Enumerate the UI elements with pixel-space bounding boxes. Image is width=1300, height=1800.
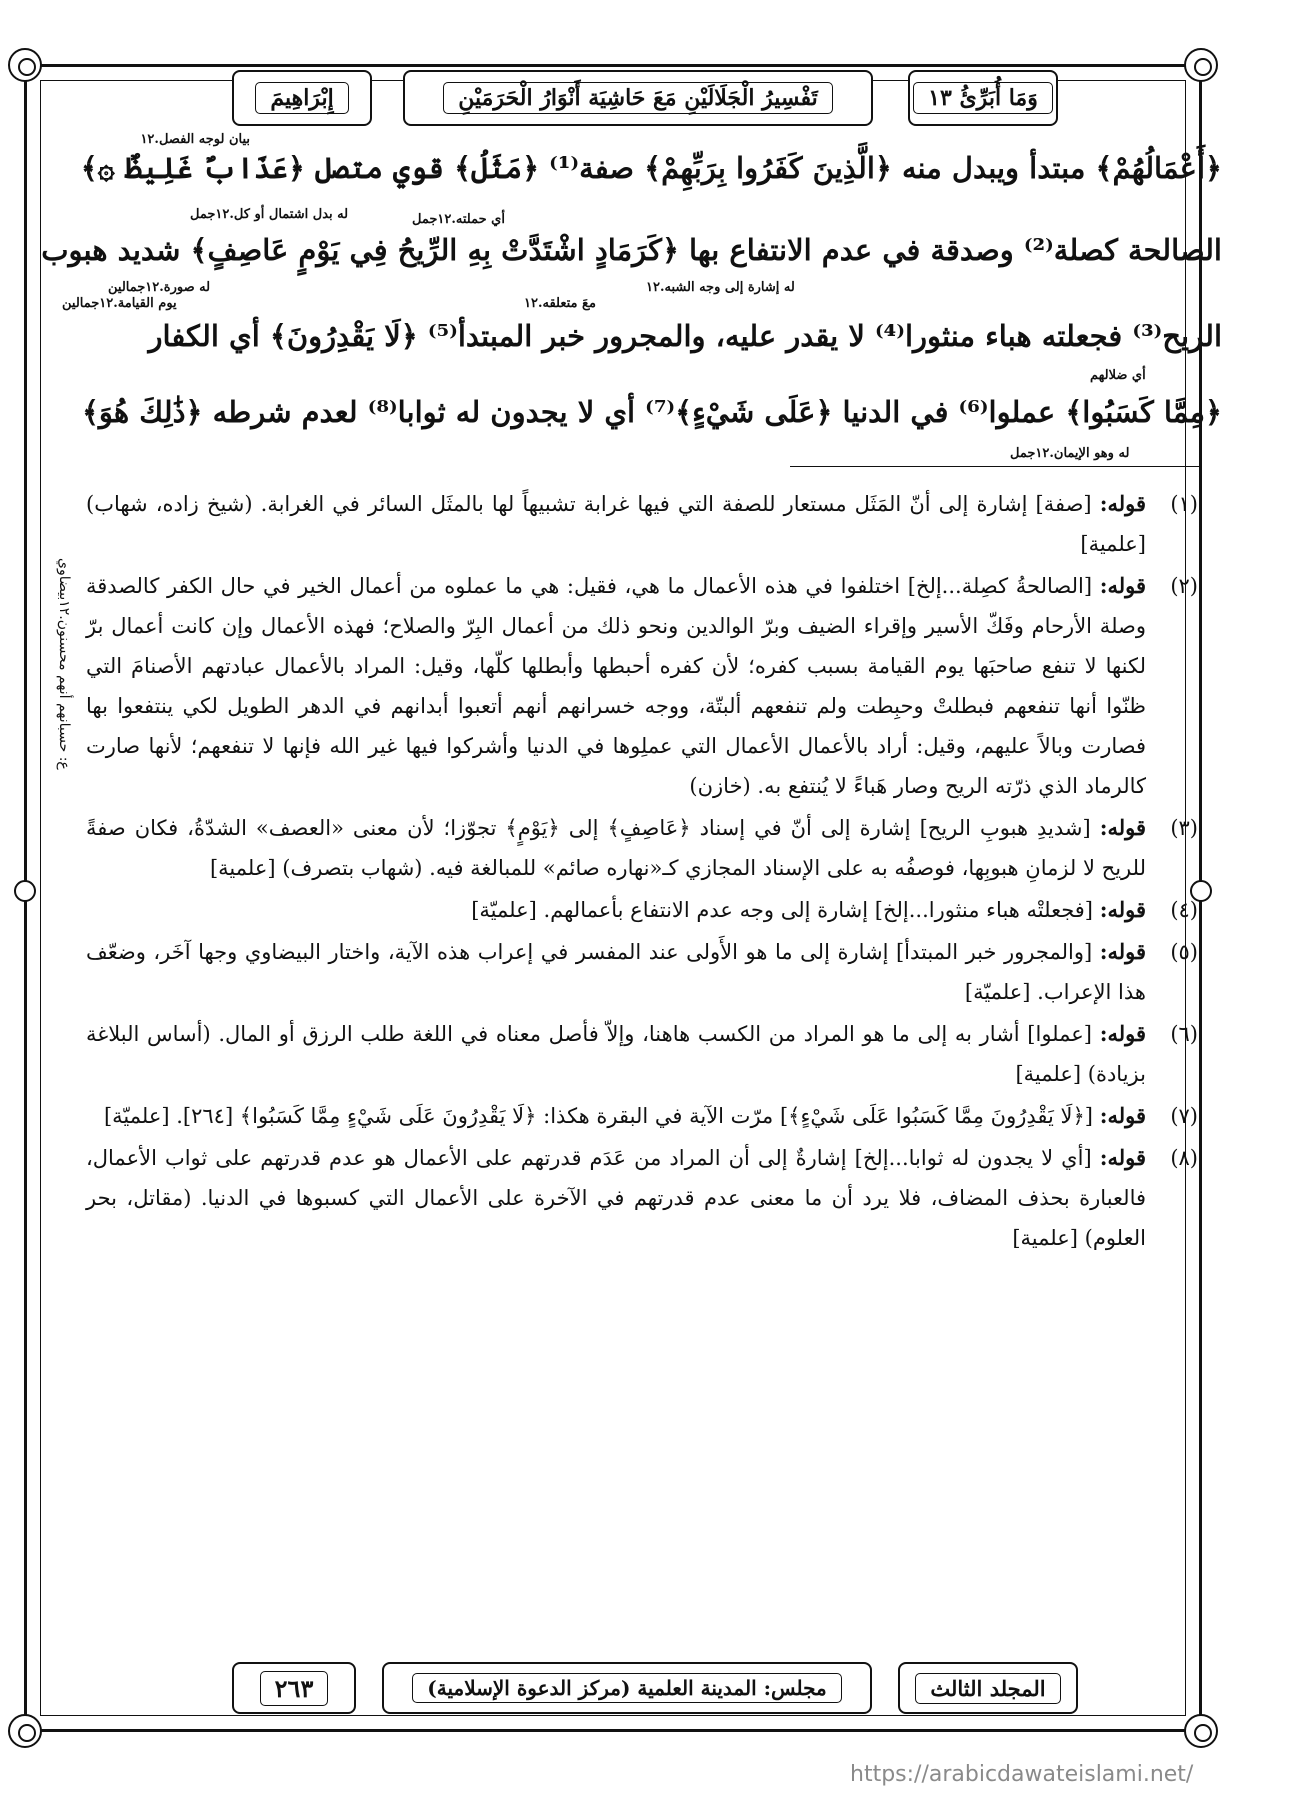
footnote-text: [شديدِ هبوبِ الريح] إشارة إلى أنّ في إسناد ﴿عَاصِفٍ﴾ إلى ﴿يَوْمٍ﴾ تجوّزا؛ لأن معنى «العصف» الشدّةُ، فكان صفةً للريح لا لزمانِ هبوبِها، فوصفُه به على الإسناد المجازي كـ«نهاره صائم» للمبالغة فيه. (شهاب بتصرف) [علمية] (86, 816, 1146, 880)
footnote-number: (٤) (1170, 898, 1198, 922)
footnote-text: [الصالحةُ كصِلة...إلخ] اختلفوا في هذه الأعمال ما هي، فقيل: هي ما عملوه من أعمال الخير في حال الكفر كالصدقة وصلة الأرحام وفَكّ الأسير وإقراء الضيف وبرّ الوالدين ونحو ذلك من أعمال البِرّ والصلاح؛ فهذه الأعمال وإن كانت أعمال برّ لكنها لا تنفع صاحبَها يوم القيامة بسبب كفره؛ لأن كفره أحبطها وأبطلها كلّها، وقيل: المراد بالأعمال عبادتهم الأصنامَ التي ظنّوا أنها تنفعهم فبطلتْ وحبِطت ولم تنفعهم ألبتّة، ووجه خسرانهم أنهم أتعبوا أبدانهم في الدهر الطويل لكي ينتفعوا بها فصارت وبالاً عليهم، وقيل: أراد بالأعمال الأعمال التي عملِوها في الدنيا وأشركوا فيها غير الله فإنها لا تنفعهم؛ لأنها صارت كالرماد الذي ذرّته الريح وصار هَباءً لا يُنتفع به. (خازن) (86, 574, 1146, 798)
annotation-3: أي حملته.١٢جمل (412, 212, 505, 227)
header-surah-text: وَمَا أُبَرِّئُ ۱۳ (913, 82, 1053, 114)
footer-publisher (382, 1662, 872, 1714)
footnote-7 (86, 1096, 1198, 1136)
main-text-line-2: الصالحة كصلة⁽²⁾ وصدقة في عدم الانتفاع بها ﴿كَرَمَادٍ اشْتَدَّتْ بِهِ الرِّيحُ فِي يَوْمٍ عَاصِفٍ﴾ شديد هبوب (41, 233, 1222, 267)
footnote-number: (٥) (1170, 940, 1198, 964)
annotation-4: له صورة.١٢جمالين (108, 280, 211, 295)
footnote-label: قوله: (1099, 573, 1146, 598)
footnote-label: قوله: (1099, 1145, 1146, 1170)
annotation-7: معَ متعلقه.١٢ (524, 296, 596, 311)
footer-publisher-text: مجلس: المدينة العلمية (مركز الدعوة الإسلامية) (412, 1673, 841, 1703)
footnote-3 (86, 808, 1198, 888)
footnote-number: (١) (1170, 492, 1198, 516)
annotation-9: له وهو الإيمان.١٢جمل (1010, 446, 1130, 461)
header-surah-label (908, 70, 1058, 126)
footnote-number: (٦) (1170, 1022, 1198, 1046)
main-text-line-1: ﴿أَعْمَالُهُمْ﴾ مبتدأ ويبدل منه ﴿الَّذِينَ كَفَرُوا بِرَبِّهِمْ﴾ صفة⁽¹⁾ ﴿مَثَلُ﴾ قوي متصل ﴿عَذَابٌ غَلِيظٌ ۞﴾ (80, 151, 1222, 185)
corner-ornament-top-right (1184, 48, 1218, 82)
footnote-number: (٣) (1170, 816, 1198, 840)
footer-volume-text: المجلد الثالث (915, 1673, 1060, 1704)
corner-ornament-bottom-left (8, 1714, 42, 1748)
footnote-text: [فجعلتْه هباء منثورا...إلخ] إشارة إلى وجه عدم الانتفاع بأعمالهم. [علميّة] (471, 898, 1094, 922)
footnote-5 (86, 932, 1198, 1012)
footer-volume-label (898, 1662, 1078, 1714)
footnote-label: قوله: (1099, 939, 1146, 964)
footnotes (86, 484, 1198, 1260)
footnote-label: قوله: (1099, 1021, 1146, 1046)
header-book-title (403, 70, 873, 126)
side-note: ع: حسبانهم أنهم محسنون.١٢بيضاوي (56, 558, 72, 770)
footnote-8 (86, 1138, 1198, 1258)
main-text-line-4: ﴿مِمَّا كَسَبُوا﴾ عملوا⁽⁶⁾ في الدنيا ﴿عَلَى شَيْءٍ﴾⁽⁷⁾ أي لا يجدون له ثوابا⁽⁸⁾ لعدم شرطه ﴿ذَٰلِكَ هُوَ﴾ (81, 395, 1222, 429)
footnote-6 (86, 1014, 1198, 1094)
header-book-title-text: تَفْسِيرُ الْجَلَالَيْنِ مَعَ حَاشِيَة أَنْوَارُ الْحَرَمَيْنِ (443, 82, 833, 114)
footnote-text: [والمجرور خبر المبتدأ] إشارة إلى ما هو الأَولى عند المفسر في إعراب هذه الآية، واختار البيضاوي وجها آخَر، وضعّف هذا الإعراب. [علميّة] (86, 940, 1146, 1004)
separator-rule (790, 466, 1200, 467)
side-ornament-left (14, 880, 36, 902)
footnote-label: قوله: (1099, 491, 1146, 516)
annotation-6: يوم القيامة.١٢جمالين (62, 296, 177, 311)
header-chapter-label (232, 70, 372, 126)
footnote-label: قوله: (1099, 1103, 1146, 1128)
footnote-text: [صفة] إشارة إلى أنّ المَثَل مستعار للصفة التي فيها غرابة تشبيهاً لها بالمثَل السائر في الغرابة. (شيخ زاده، شهاب) [علمية] (86, 492, 1146, 556)
footnote-text: [عملوا] أشار به إلى ما هو المراد من الكسب هاهنا، وإلاّ فأصل معناه في اللغة طلب الرزق أو المال. (أساس البلاغة بزيادة) [علمية] (86, 1022, 1146, 1086)
footnote-text: [أي لا يجدون له ثوابا...إلخ] إشارةٌ إلى أن المراد من عَدَم قدرتهم على الأعمال هو عدم قدرتهم على ثواب الأعمال، فالعبارة بحذف المضاف، فلا يرد أن ما معنى عدم قدرتهم في الآخرة على الأعمال التي كسبوها في الدنيا. (مقاتل، بحر العلوم) [علمية] (86, 1146, 1146, 1250)
footnote-label: قوله: (1099, 815, 1146, 840)
footnote-number: (٧) (1170, 1104, 1198, 1128)
annotation-2: له بدل اشتمال أو كل.١٢جمل (190, 207, 349, 222)
header-chapter-text: إِبْرَاهِيمَ (255, 82, 348, 114)
watermark-url: https://arabicdawateislami.net/ (850, 1762, 1194, 1787)
footnote-2 (86, 566, 1198, 806)
footnote-1 (86, 484, 1198, 564)
footnote-text: [﴿لَا يَقْدِرُونَ مِمَّا كَسَبُوا عَلَى شَيْءٍ﴾] مرّت الآية في البقرة هكذا: ﴿لَا يَقْدِرُونَ عَلَى شَيْءٍ مِمَّا كَسَبُوا﴾ [٢٦٤]. [علميّة] (103, 1104, 1094, 1128)
footer-page-number (232, 1662, 356, 1714)
footer-page-number-text: ٢٦٣ (260, 1671, 329, 1706)
main-text-line-3: الريح⁽³⁾ فجعلته هباء منثورا⁽⁴⁾ لا يقدر عليه، والمجرور خبر المبتدأ⁽⁵⁾ ﴿لَا يَقْدِرُونَ﴾ أي الكفار (148, 319, 1222, 353)
annotation-5: له إشارة إلى وجه الشبه.١٢ (646, 280, 795, 295)
corner-ornament-top-left (8, 48, 42, 82)
footnote-label: قوله: (1099, 897, 1146, 922)
annotation-1: بيان لوجه الفصل.١٢ (140, 132, 250, 147)
corner-ornament-bottom-right (1184, 1714, 1218, 1748)
annotation-8: أي ضلالهم (1090, 368, 1146, 383)
footnote-4 (86, 890, 1198, 930)
footnote-number: (٢) (1170, 574, 1198, 598)
footnote-number: (٨) (1170, 1146, 1198, 1170)
